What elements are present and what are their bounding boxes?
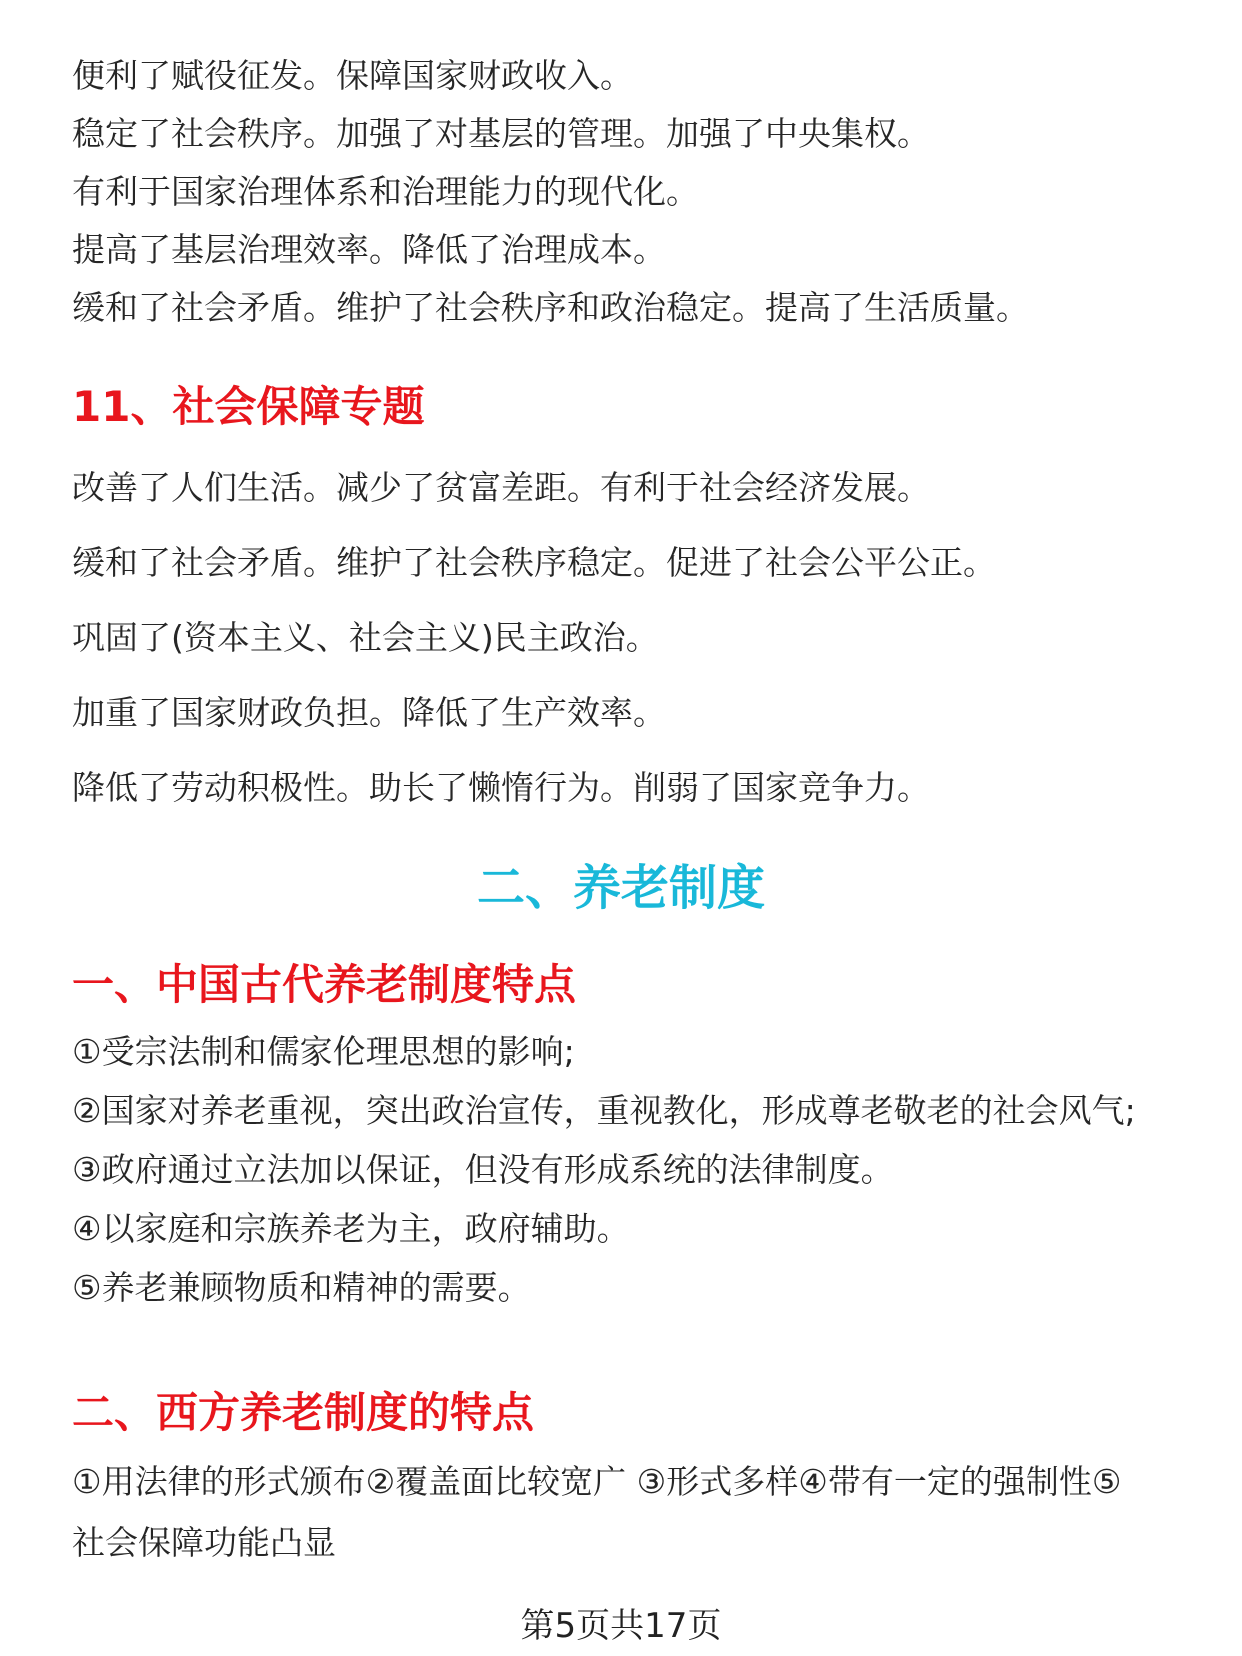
west-heading: 二、西方养老制度的特点 [72,1388,535,1437]
west-line-2: 社会保障功能凸显 [72,1523,336,1562]
section-11-line-1: 改善了人们生活。减少了贫富差距。有利于社会经济发展。 [72,468,930,507]
intro-line-1: 便利了赋役征发。保障国家财政收入。 [72,56,633,95]
section-11-line-3: 巩固了(资本主义、社会主义)民主政治。 [72,618,659,657]
china-item-5: ⑤养老兼顾物质和精神的需要。 [72,1268,531,1307]
china-heading: 一、中国古代养老制度特点 [72,960,577,1009]
west-line-1: ①用法律的形式颁布②覆盖面比较宽广 ③形式多样④带有一定的强制性⑤ [72,1462,1122,1501]
section-11-heading: 11、社会保障专题 [72,382,425,431]
intro-line-3: 有利于国家治理体系和治理能力的现代化。 [72,172,699,211]
china-item-1: ①受宗法制和儒家伦理思想的影响; [72,1032,575,1071]
intro-line-5: 缓和了社会矛盾。维护了社会秩序和政治稳定。提高了生活质量。 [72,288,1029,327]
section-11-line-2: 缓和了社会矛盾。维护了社会秩序稳定。促进了社会公平公正。 [72,543,996,582]
china-item-3: ③政府通过立法加以保证，但没有形成系统的法律制度。 [72,1150,894,1189]
intro-line-2: 稳定了社会秩序。加强了对基层的管理。加强了中央集权。 [72,114,930,153]
section-11-line-5: 降低了劳动积极性。助长了懒惰行为。削弱了国家竞争力。 [72,768,930,807]
chapter-heading: 二、养老制度 [476,860,765,916]
china-item-4: ④以家庭和宗族养老为主，政府辅助。 [72,1209,630,1248]
china-item-2: ②国家对养老重视，突出政治宣传，重视教化，形成尊老敬老的社会风气; [72,1091,1136,1130]
page-number: 第5页共17页 [520,1606,722,1646]
section-11-line-4: 加重了国家财政负担。降低了生产效率。 [72,693,666,732]
intro-line-4: 提高了基层治理效率。降低了治理成本。 [72,230,666,269]
